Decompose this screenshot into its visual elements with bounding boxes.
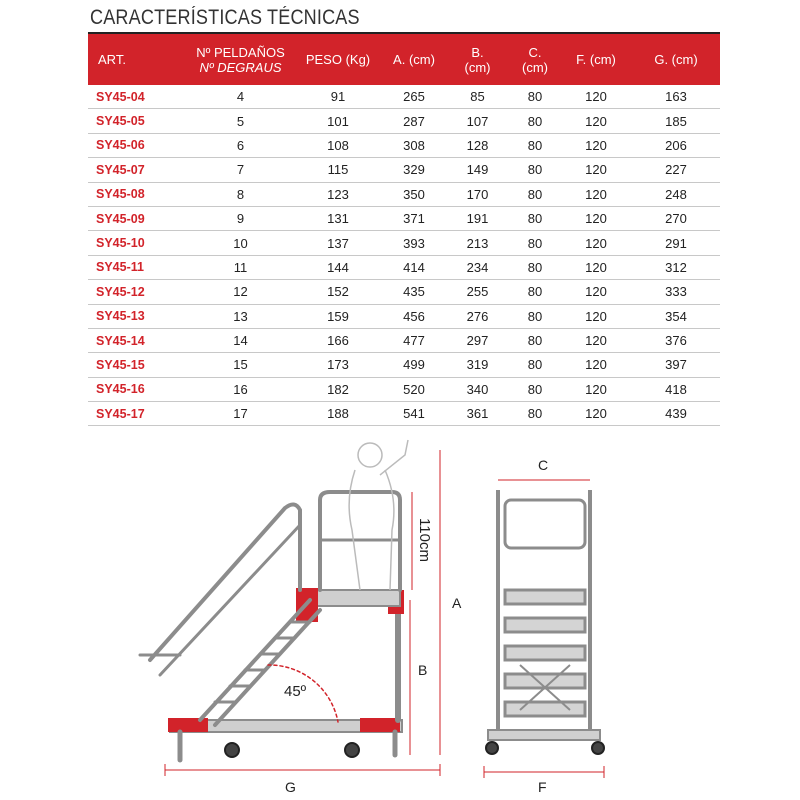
table-cell: 80 (510, 353, 560, 377)
table-cell: 128 (445, 133, 510, 157)
table-cell: 5 (188, 109, 293, 133)
article-code: SY45-07 (88, 158, 188, 182)
spec-table (88, 34, 720, 426)
wheel-icon (592, 742, 604, 754)
wheel-icon (225, 743, 239, 757)
table-cell: 276 (445, 304, 510, 328)
table-cell: 12 (188, 280, 293, 304)
table-cell: 120 (560, 255, 632, 279)
table-cell: 15 (188, 353, 293, 377)
table-cell: 80 (510, 133, 560, 157)
table-cell: 120 (560, 182, 632, 206)
table-cell: 120 (560, 133, 632, 157)
table-cell: 397 (632, 353, 720, 377)
table-cell: 333 (632, 280, 720, 304)
table-cell: 227 (632, 158, 720, 182)
table-cell: 152 (293, 280, 383, 304)
label-f: F (538, 779, 547, 795)
table-cell: 107 (445, 109, 510, 133)
label-g: G (285, 779, 296, 795)
table-cell: 120 (560, 304, 632, 328)
table-cell: 541 (383, 402, 445, 426)
table-cell: 182 (293, 377, 383, 401)
table-cell: 291 (632, 231, 720, 255)
header-peso: PESO (Kg) (293, 34, 383, 85)
table-cell: 80 (510, 206, 560, 230)
table-cell: 6 (188, 133, 293, 157)
table-cell: 371 (383, 206, 445, 230)
table-cell: 123 (293, 182, 383, 206)
table-cell: 435 (383, 280, 445, 304)
table-cell: 91 (293, 85, 383, 109)
table-row (88, 304, 720, 328)
table-cell: 10 (188, 231, 293, 255)
table-cell: 80 (510, 280, 560, 304)
table-cell: 350 (383, 182, 445, 206)
table-cell: 287 (383, 109, 445, 133)
ladder-diagram (0, 430, 800, 800)
table-cell: 265 (383, 85, 445, 109)
table-row (88, 280, 720, 304)
table-cell: 137 (293, 231, 383, 255)
table-row (88, 158, 720, 182)
table-cell: 234 (445, 255, 510, 279)
table-row (88, 377, 720, 401)
table-cell: 9 (188, 206, 293, 230)
table-cell: 188 (293, 402, 383, 426)
table-row (88, 353, 720, 377)
table-cell: 120 (560, 231, 632, 255)
table-cell: 499 (383, 353, 445, 377)
table-cell: 80 (510, 377, 560, 401)
table-cell: 120 (560, 206, 632, 230)
table-header-row (88, 34, 720, 85)
table-cell: 8 (188, 182, 293, 206)
table-cell: 312 (632, 255, 720, 279)
table-row (88, 206, 720, 230)
table-cell: 131 (293, 206, 383, 230)
table-cell: 16 (188, 377, 293, 401)
table-row (88, 255, 720, 279)
article-code: SY45-04 (88, 85, 188, 109)
table-cell: 393 (383, 231, 445, 255)
table-cell: 80 (510, 109, 560, 133)
table-cell: 80 (510, 231, 560, 255)
header-a: A. (cm) (383, 34, 445, 85)
table-cell: 159 (293, 304, 383, 328)
table-row (88, 109, 720, 133)
table-cell: 80 (510, 304, 560, 328)
article-code: SY45-10 (88, 231, 188, 255)
table-cell: 115 (293, 158, 383, 182)
header-art: ART. (88, 34, 188, 85)
label-a: A (452, 595, 462, 611)
table-cell: 170 (445, 182, 510, 206)
table-cell: 120 (560, 402, 632, 426)
label-b: B (418, 662, 428, 678)
table-cell: 13 (188, 304, 293, 328)
table-cell: 108 (293, 133, 383, 157)
table-cell: 166 (293, 328, 383, 352)
article-code: SY45-09 (88, 206, 188, 230)
table-cell: 85 (445, 85, 510, 109)
table-cell: 340 (445, 377, 510, 401)
article-code: SY45-15 (88, 353, 188, 377)
table-cell: 120 (560, 328, 632, 352)
table-cell: 101 (293, 109, 383, 133)
table-cell: 248 (632, 182, 720, 206)
table-cell: 329 (383, 158, 445, 182)
header-b: B. (cm) (445, 34, 510, 85)
table-row (88, 182, 720, 206)
table-row (88, 133, 720, 157)
table-cell: 120 (560, 377, 632, 401)
wheel-icon (345, 743, 359, 757)
table-row (88, 402, 720, 426)
article-code: SY45-16 (88, 377, 188, 401)
header-g: G. (cm) (632, 34, 720, 85)
ladder-front-view (486, 490, 604, 754)
table-cell: 418 (632, 377, 720, 401)
article-code: SY45-08 (88, 182, 188, 206)
article-code: SY45-06 (88, 133, 188, 157)
table-cell: 4 (188, 85, 293, 109)
table-cell: 149 (445, 158, 510, 182)
table-cell: 354 (632, 304, 720, 328)
table-cell: 456 (383, 304, 445, 328)
table-cell: 17 (188, 402, 293, 426)
table-cell: 80 (510, 182, 560, 206)
label-c: C (538, 457, 549, 473)
table-cell: 439 (632, 402, 720, 426)
table-cell: 144 (293, 255, 383, 279)
table-cell: 361 (445, 402, 510, 426)
table-cell: 297 (445, 328, 510, 352)
table-cell: 173 (293, 353, 383, 377)
table-cell: 120 (560, 158, 632, 182)
table-cell: 120 (560, 353, 632, 377)
table-cell: 80 (510, 328, 560, 352)
table-cell: 120 (560, 109, 632, 133)
table-cell: 414 (383, 255, 445, 279)
article-code: SY45-12 (88, 280, 188, 304)
angle-label: 45º (284, 683, 307, 700)
table-cell: 185 (632, 109, 720, 133)
table-cell: 376 (632, 328, 720, 352)
article-code: SY45-05 (88, 109, 188, 133)
table-cell: 319 (445, 353, 510, 377)
header-peldanos: Nº PELDAÑOS Nº DEGRAUS (188, 34, 293, 85)
table-cell: 80 (510, 255, 560, 279)
table-cell: 80 (510, 85, 560, 109)
table-cell: 520 (383, 377, 445, 401)
article-code: SY45-13 (88, 304, 188, 328)
article-code: SY45-17 (88, 402, 188, 426)
page-title: CARACTERÍSTICAS TÉCNICAS (90, 6, 360, 29)
table-cell: 206 (632, 133, 720, 157)
table-cell: 213 (445, 231, 510, 255)
table-cell: 270 (632, 206, 720, 230)
ladder-side-view (140, 492, 404, 760)
table-cell: 308 (383, 133, 445, 157)
height-label: 110cm (416, 518, 433, 562)
table-row (88, 85, 720, 109)
table-row (88, 328, 720, 352)
article-code: SY45-14 (88, 328, 188, 352)
article-code: SY45-11 (88, 255, 188, 279)
table-cell: 120 (560, 280, 632, 304)
table-cell: 80 (510, 402, 560, 426)
table-cell: 163 (632, 85, 720, 109)
header-c: C. (cm) (510, 34, 560, 85)
table-cell: 7 (188, 158, 293, 182)
header-f: F. (cm) (560, 34, 632, 85)
table-cell: 191 (445, 206, 510, 230)
table-cell: 477 (383, 328, 445, 352)
wheel-icon (486, 742, 498, 754)
table-cell: 120 (560, 85, 632, 109)
table-cell: 255 (445, 280, 510, 304)
table-cell: 11 (188, 255, 293, 279)
table-cell: 80 (510, 158, 560, 182)
table-cell: 14 (188, 328, 293, 352)
table-row (88, 231, 720, 255)
